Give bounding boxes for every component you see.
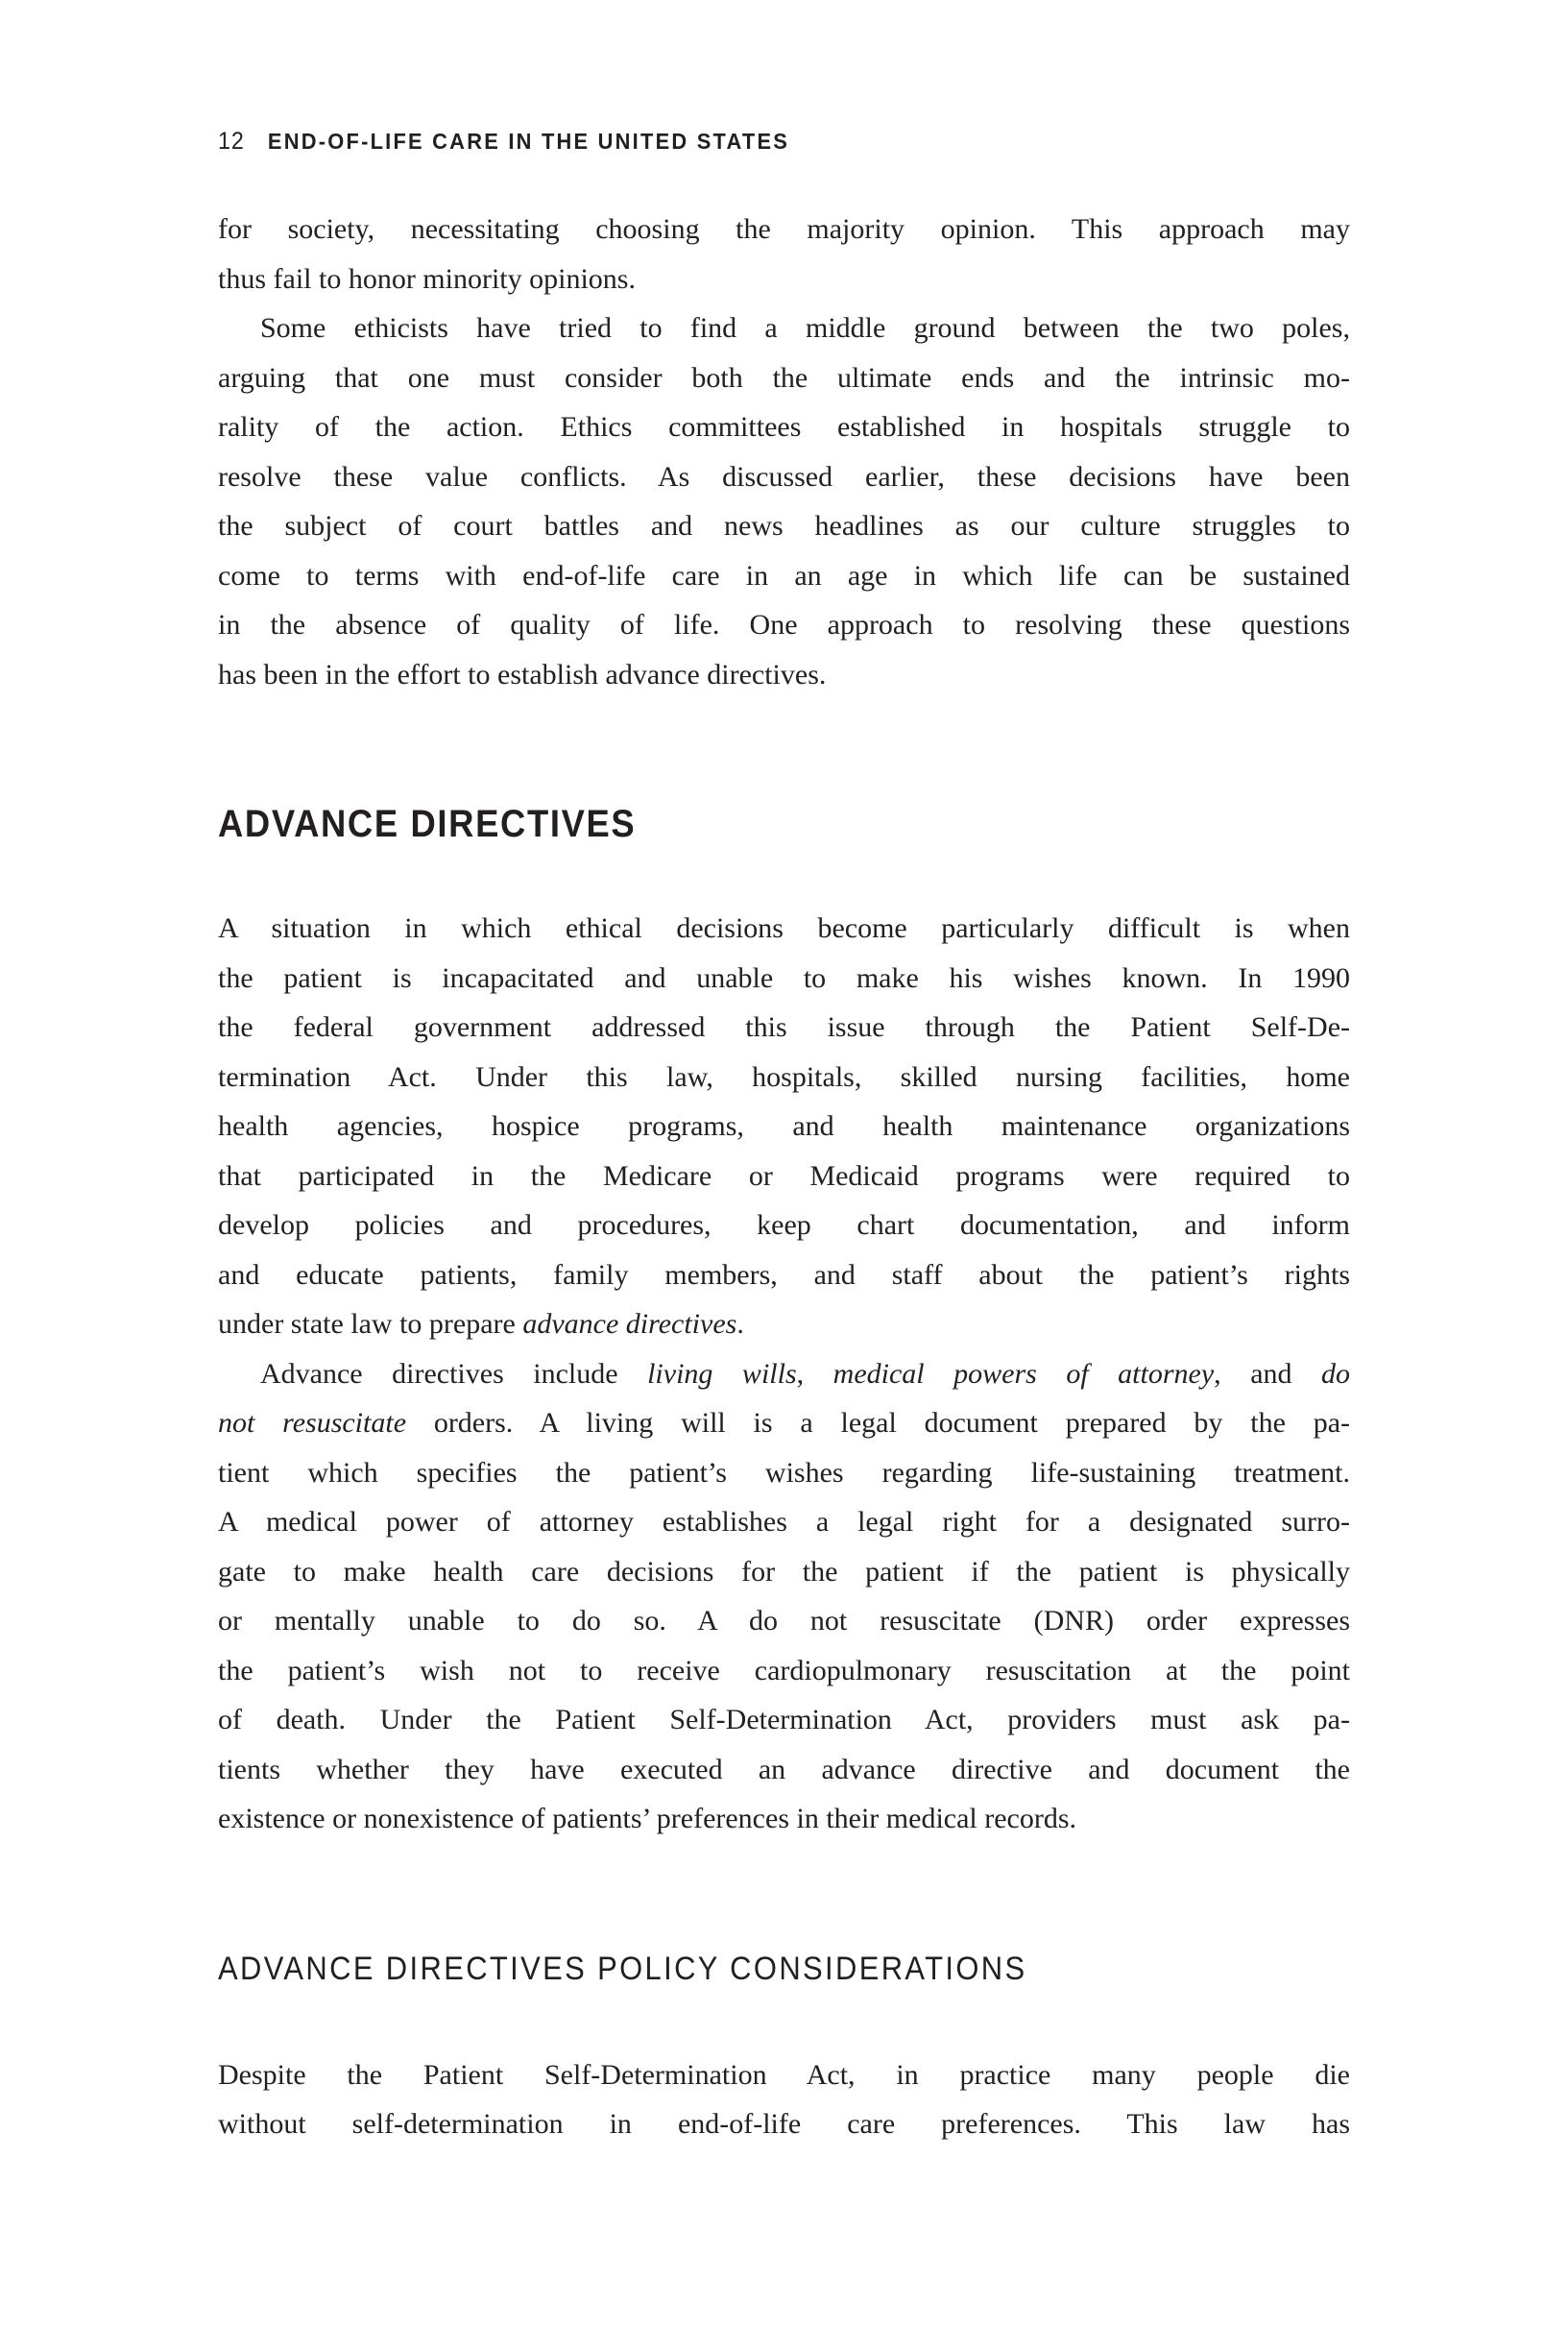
text-segment: Some ethicists have tried to find a middle ground between the two poles, (260, 312, 1350, 344)
text-line (218, 1152, 1350, 1201)
text-segment: Despite the Patient Self-Determination Act, in practice many people die (218, 2058, 1350, 2091)
text-line (218, 303, 1350, 353)
text-line (218, 1398, 1350, 1448)
text-line (218, 1053, 1350, 1103)
text-line (218, 1250, 1350, 1300)
paragraph (218, 205, 1350, 303)
italic-text-segment: do (1321, 1357, 1351, 1390)
italic-text-segment: advance directives (522, 1308, 737, 1340)
text-line (218, 954, 1350, 1004)
text-segment: A medical power of attorney establishes a legal right for a designated surro- (218, 1506, 1350, 1538)
text-segment: develop policies and procedures, keep chart documentation, and inform (218, 1209, 1350, 1241)
text-line (218, 2099, 1350, 2149)
text-line (218, 1299, 1350, 1349)
text-line (218, 1349, 1350, 1399)
text-segment: , and (1214, 1357, 1322, 1390)
text-line (218, 1646, 1350, 1696)
text-line (218, 600, 1350, 650)
text-segment: has been in the effort to establish advance directives. (218, 658, 827, 691)
text-segment: the patient’s wish not to receive cardiopulmonary resuscitation at the point (218, 1654, 1350, 1686)
text-line (218, 2050, 1350, 2100)
text-segment: without self-determination in end-of-life care preferences. This law has (218, 2108, 1350, 2140)
text-line (218, 255, 1350, 304)
text-line (218, 1695, 1350, 1745)
text-segment: for society, necessitating choosing the majority opinion. This approach may (218, 213, 1350, 245)
text-segment: existence or nonexistence of patients’ preferences in their medical records. (218, 1803, 1077, 1834)
text-segment: tients whether they have executed an advance directive and document the (218, 1753, 1350, 1785)
text-line (218, 1745, 1350, 1795)
paragraph (218, 2050, 1350, 2149)
text-line (218, 650, 1350, 700)
text-segment: under state law to prepare (218, 1308, 523, 1340)
text-line (218, 452, 1350, 502)
text-line (218, 1102, 1350, 1152)
text-line (218, 1497, 1350, 1547)
section-heading: ADVANCE DIRECTIVES (218, 803, 637, 845)
text-line (218, 551, 1350, 601)
text-segment: A situation in which ethical decisions become particularly difficult is when (218, 912, 1350, 944)
running-head: END-OF-LIFE CARE IN THE UNITED STATES (267, 129, 790, 154)
text-line (218, 1448, 1350, 1498)
paragraph (218, 904, 1350, 1349)
text-segment: the patient is incapacitated and unable to make his wishes known. In 1990 (218, 961, 1350, 994)
text-line (218, 904, 1350, 954)
text-segment: the subject of court battles and news headlines as our culture struggles to (218, 510, 1350, 542)
text-segment: of death. Under the Patient Self-Determination Act, providers must ask pa- (218, 1704, 1350, 1735)
text-segment: Advance directives include (260, 1357, 648, 1390)
page-header (218, 128, 789, 156)
text-segment: thus fail to honor minority opinions. (218, 262, 636, 295)
text-segment: termination Act. Under this law, hospitals, skilled nursing facilities, home (218, 1060, 1350, 1093)
text-segment: arguing that one must consider both the ultimate ends and the intrinsic mo- (218, 361, 1350, 394)
italic-text-segment: living wills (647, 1357, 797, 1390)
text-segment: tient which specifies the patient’s wishes regarding life-sustaining treatment. (218, 1456, 1350, 1489)
paragraph (218, 303, 1350, 699)
italic-text-segment: not resuscitate (218, 1407, 407, 1439)
page-number: 12 (218, 128, 245, 155)
text-line (218, 353, 1350, 403)
text-line (218, 205, 1350, 255)
text-segment: orders. A living will is a legal document prepared by the pa- (406, 1407, 1351, 1439)
text-segment: that participated in the Medicare or Medicaid programs were required to (218, 1159, 1350, 1192)
subsection-heading: ADVANCE DIRECTIVES POLICY CONSIDERATIONS (218, 1950, 1027, 1987)
text-segment: and educate patients, family members, and staff about the patient’s rights (218, 1258, 1350, 1291)
text-segment: . (736, 1308, 744, 1340)
text-segment: or mentally unable to do so. A do not resuscitate (DNR) order expresses (218, 1605, 1350, 1637)
text-line (218, 501, 1350, 551)
text-column (218, 205, 1350, 2149)
text-line (218, 402, 1350, 452)
text-segment: gate to make health care decisions for the patient if the patient is physically (218, 1555, 1350, 1588)
text-segment: health agencies, hospice programs, and health maintenance organizations (218, 1110, 1350, 1142)
text-line (218, 1003, 1350, 1053)
text-segment: resolve these value conflicts. As discussed earlier, these decisions have been (218, 460, 1350, 493)
text-segment: , (796, 1357, 833, 1390)
text-line (218, 1547, 1350, 1597)
text-segment: the federal government addressed this issue through the Patient Self-De- (218, 1011, 1350, 1043)
italic-text-segment: medical powers of attorney (832, 1357, 1215, 1390)
text-segment: rality of the action. Ethics committees established in hospitals struggle to (218, 411, 1350, 443)
text-segment: come to terms with end-of-life care in an age in which life can be sustained (218, 559, 1350, 592)
text-line (218, 1596, 1350, 1646)
text-segment: in the absence of quality of life. One approach to resolving these questions (218, 609, 1350, 641)
paragraph (218, 1349, 1350, 1844)
text-line (218, 1200, 1350, 1250)
text-line (218, 1794, 1350, 1844)
